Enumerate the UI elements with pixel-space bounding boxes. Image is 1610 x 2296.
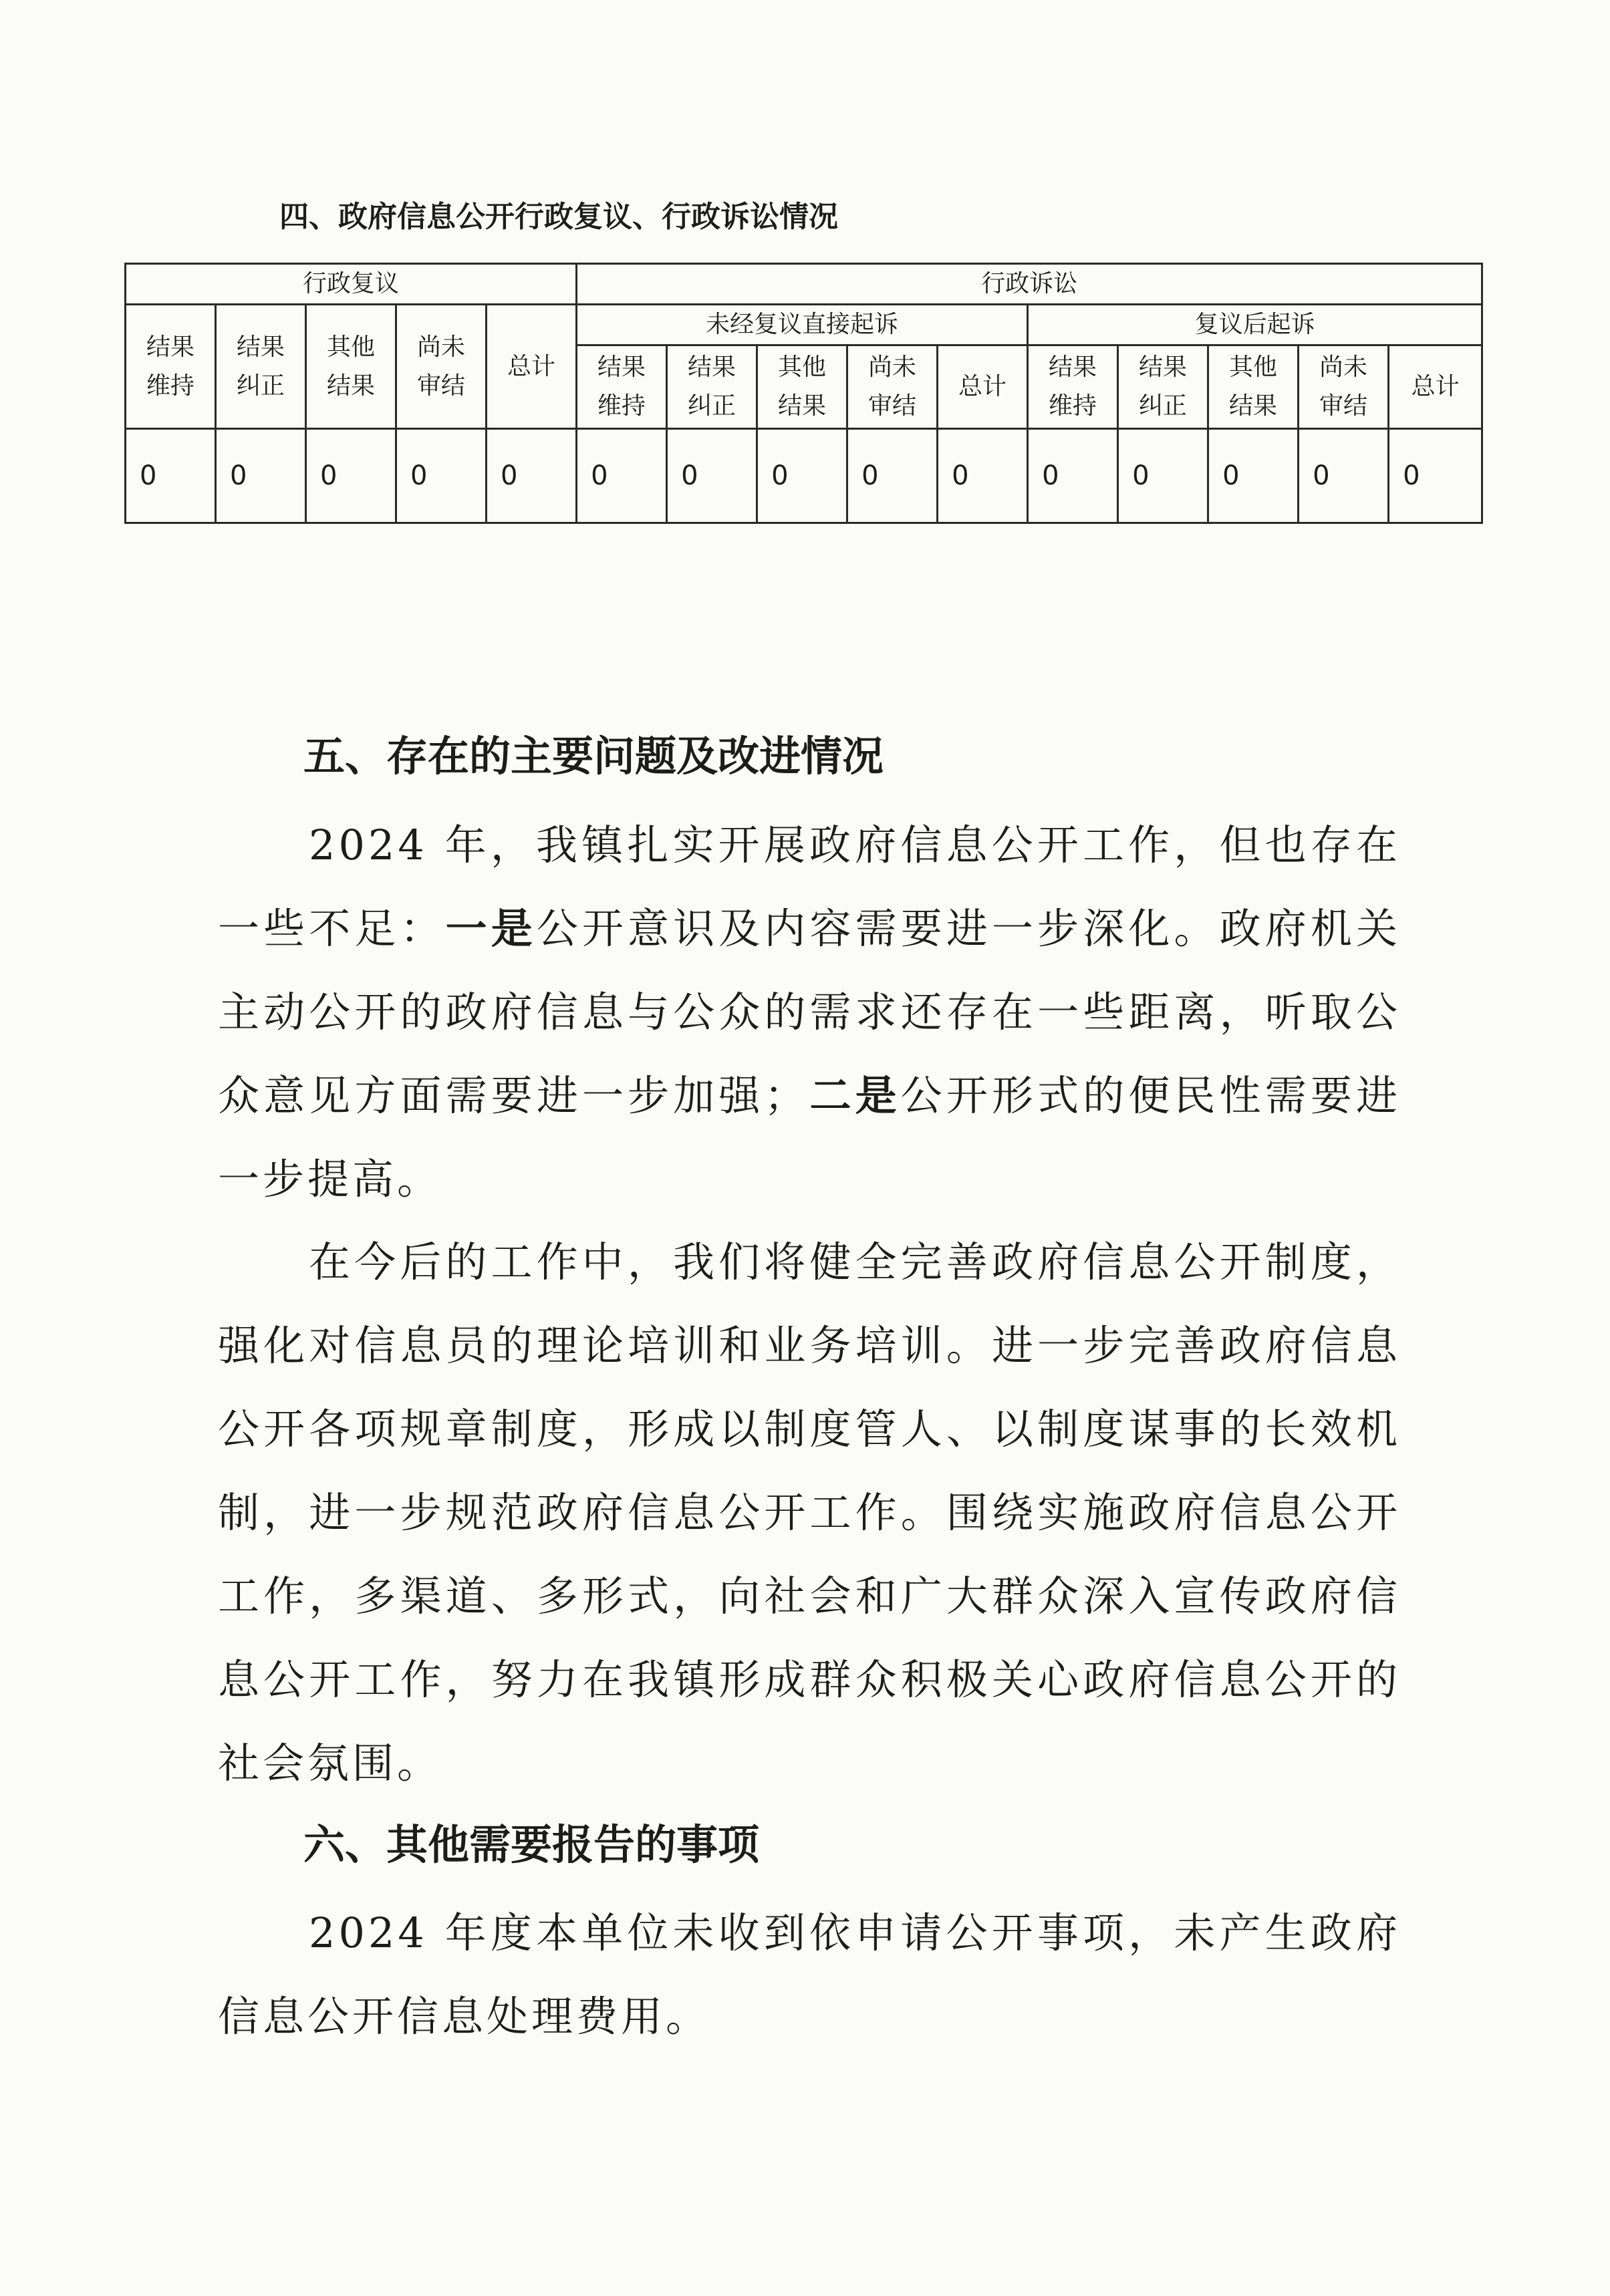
column-label-line: 其他	[1229, 353, 1278, 381]
column-label-line: 尚未	[868, 353, 917, 381]
value-cell: 0	[1389, 429, 1482, 523]
column-label-line: 总计	[507, 352, 556, 380]
column-label-line: 纠正	[688, 392, 736, 420]
paragraph-1-text-c: 公开意识及内容需要进一步深化。政府机关主动公开的政府信息与公众的需求还存在一些距离，听取公众意见方面需要进一步加强；	[218, 904, 1401, 1120]
value-cell: 0	[1299, 429, 1389, 523]
post-review-suit-header: 复议后起诉	[1028, 305, 1482, 345]
section5-paragraph-1	[218, 803, 1401, 1221]
column-label-line: 结果	[688, 353, 736, 381]
value-cell: 0	[306, 429, 396, 523]
column-label	[1299, 345, 1389, 429]
column-label-line: 其他	[326, 333, 375, 361]
value-cell: 0	[396, 429, 487, 523]
value-cell: 0	[577, 429, 667, 523]
section6-title: 六、其他需要报告的事项	[303, 1820, 760, 1869]
value-cell: 0	[667, 429, 757, 523]
value-cell: 0	[487, 429, 577, 523]
column-label-line: 维持	[146, 372, 194, 400]
column-label-line: 尚未	[416, 333, 465, 361]
column-label	[1028, 345, 1118, 429]
column-label	[577, 345, 667, 429]
column-label	[126, 305, 216, 429]
column-label	[1208, 345, 1299, 429]
column-label-line: 结果	[236, 333, 285, 361]
value-cell: 0	[938, 429, 1028, 523]
column-label	[1118, 345, 1208, 429]
admin-review-header: 行政复议	[126, 264, 577, 305]
value-cell: 0	[847, 429, 938, 523]
column-label-line: 总计	[958, 373, 1007, 400]
value-cell: 0	[757, 429, 847, 523]
column-label	[938, 345, 1028, 429]
point-one-label: 一是	[445, 904, 537, 953]
column-label-line: 结果	[1139, 353, 1188, 381]
column-label	[757, 345, 847, 429]
column-label	[306, 305, 396, 429]
column-label-line: 结果	[1229, 392, 1278, 420]
section5-title: 五、存在的主要问题及改进情况	[303, 732, 884, 780]
column-label-line: 审结	[868, 392, 917, 420]
column-label-line: 纠正	[1139, 392, 1188, 420]
value-cell: 0	[126, 429, 216, 523]
column-label-line: 结果	[597, 353, 646, 381]
direct-suit-header: 未经复议直接起诉	[577, 305, 1028, 345]
column-label-line: 结果	[146, 333, 194, 361]
column-label	[847, 345, 938, 429]
column-label-line: 审结	[416, 372, 465, 400]
column-label	[396, 305, 487, 429]
column-label-line: 结果	[1049, 353, 1097, 381]
column-label-line: 维持	[1049, 392, 1097, 420]
value-cell: 0	[1208, 429, 1299, 523]
value-cell: 0	[1028, 429, 1118, 523]
column-label-line: 审结	[1319, 392, 1368, 420]
section4-title: 四、政府信息公开行政复议、行政诉讼情况	[279, 200, 838, 234]
column-label	[667, 345, 757, 429]
column-label-line: 结果	[778, 392, 827, 420]
column-label-line: 总计	[1411, 373, 1460, 400]
column-label-line: 结果	[326, 372, 375, 400]
section5-paragraph-2: 在今后的工作中，我们将健全完善政府信息公开制度，强化对信息员的理论培训和业务培训。进一步完善政府信息公开各项规章制度，形成以制度管人、以制度谋事的长效机制，进一步规范政府信息公开工作。围绕实施政府信息公开工作，多渠道、多形式，向社会和广大群众深入宣传政府信息公开工作，努力在我镇形成群众积极关心政府信息公开的社会氛围。	[218, 1238, 1401, 1787]
review-litigation-table	[124, 263, 1483, 524]
value-cell: 0	[1118, 429, 1208, 523]
column-label-line: 维持	[597, 392, 646, 420]
value-cell: 0	[216, 429, 306, 523]
column-label	[216, 305, 306, 429]
point-two-label: 二是	[809, 1071, 901, 1120]
column-label	[1389, 345, 1482, 429]
column-label-line: 尚未	[1319, 353, 1368, 381]
column-label	[487, 305, 577, 429]
section6-paragraph-1: 2024 年度本单位未收到依申请公开事项，未产生政府信息公开信息处理费用。	[218, 1908, 1401, 2041]
paragraph-1-text-a: 2024 年，我镇扎实开展政府信息公开工作，但也存在一些不足：	[218, 821, 1401, 953]
paragraph-1-text-e: 公开形式的便民性需要进一步提高。	[218, 1071, 1401, 1203]
admin-litigation-header: 行政诉讼	[577, 264, 1482, 305]
column-label-line: 其他	[778, 353, 827, 381]
column-label-line: 纠正	[236, 372, 285, 400]
